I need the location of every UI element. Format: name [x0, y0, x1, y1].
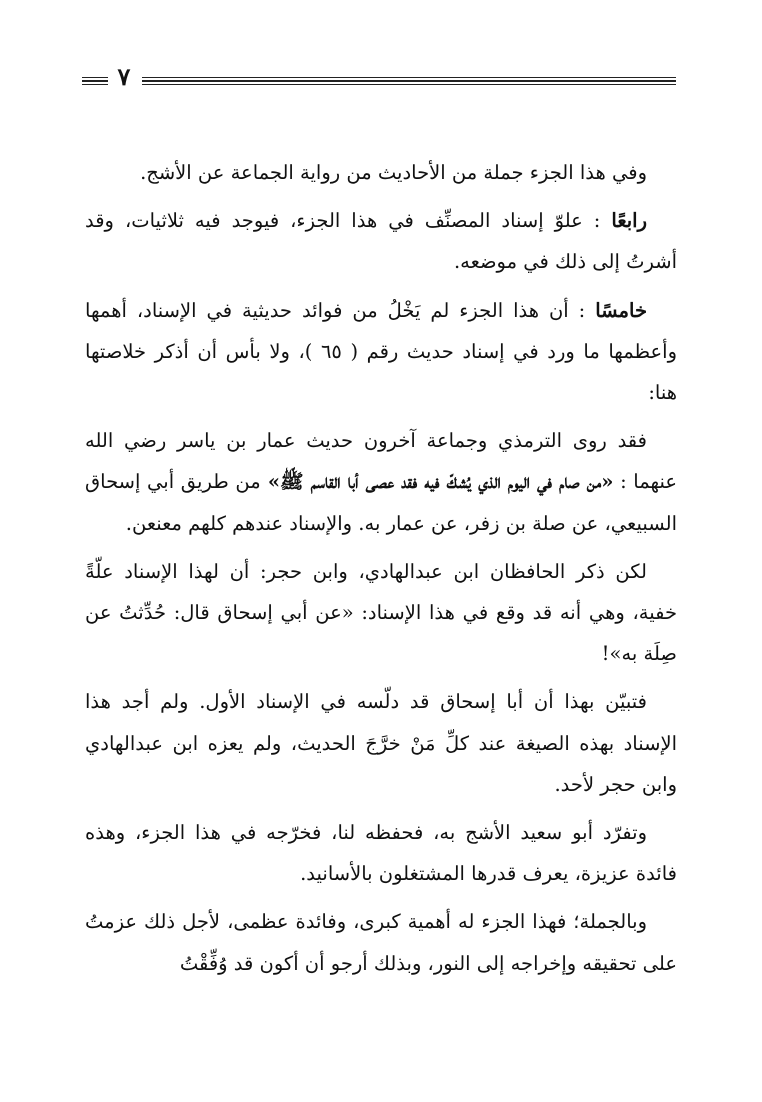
paragraph-1: [85, 152, 677, 193]
hadith-quote: «من صام في اليوم الذي يُشكّ فيه فقد عصى أبا القاسم ﷺ»: [260, 470, 614, 494]
header-rule-left: [82, 77, 108, 87]
paragraph-8: [85, 901, 677, 983]
paragraph-2-lead: رابعًا: [611, 209, 647, 233]
paragraph-5: [85, 551, 677, 675]
paragraph-2-text: : علوّ إسناد المصنِّف في هذا الجزء، فيوجد فيه ثلاثيات، وقد أشرتُ إلى ذلك في موضعه.: [85, 209, 677, 274]
header-rule-right: [142, 77, 676, 87]
paragraph-3: [85, 290, 677, 414]
paragraph-4: [85, 420, 677, 544]
paragraph-8-text: وبالجملة؛ فهذا الجزء له أهمية كبرى، وفائدة عظمى، لأجل ذلك عزمتُ على تحقيقه وإخراجه إلى النور، وبذلك أرجو أن أكون قد وُفِّقْتُ: [85, 910, 677, 975]
paragraph-7: [85, 812, 677, 894]
paragraph-2: [85, 200, 677, 282]
paragraph-3-text: : أن هذا الجزء لم يَخْلُ من فوائد حديثية في الإسناد، أهمها وأعظمها ما ورد في إسناد حديث رقم ( ٦٥ )، ولا بأس أن أذكر خلاصتها هنا:: [85, 298, 677, 405]
paragraph-1-text: وفي هذا الجزء جملة من الأحاديث من رواية الجماعة عن الأشج.: [140, 161, 647, 184]
paragraph-3-lead: خامسًا: [595, 298, 647, 322]
paragraph-5-text: لكن ذكر الحافظان ابن عبدالهادي، وابن حجر: أن لهذا الإسناد علّةً خفية، وهي أنه قد وقع في هذا الإسناد: «عن أبي إسحاق قال: حُدِّثتُ عن صِلَة به»!: [85, 559, 677, 666]
page-number: ٧: [117, 62, 131, 91]
paragraph-7-text: وتفرّد أبو سعيد الأشج به، فحفظه لنا، فخرّجه في هذا الجزء، وهذه فائدة عزيزة، يعرف قدرها المشتغلون بالأسانيد.: [85, 821, 677, 886]
paragraph-4-text-before: فقد روى الترمذي وجماعة آخرون حديث عمار بن ياسر رضي الله عنهما :: [85, 429, 677, 494]
paragraph-6-text: فتبيّن بهذا أن أبا إسحاق قد دلّسه في الإسناد الأول. ولم أجد هذا الإسناد بهذه الصيغة عند كلِّ مَنْ خرَّجَ الحديث، ولم يعزه ابن عبدالهادي وابن حجر لأحد.: [85, 690, 677, 796]
paragraph-6: [85, 681, 677, 805]
paragraph-4-text-after: من طريق أبي إسحاق السبيعي، عن صلة بن زفر، عن عمار به. والإسناد عندهم كلهم معنعن.: [85, 470, 677, 535]
page-body: [85, 152, 677, 991]
page-header: [82, 64, 676, 94]
